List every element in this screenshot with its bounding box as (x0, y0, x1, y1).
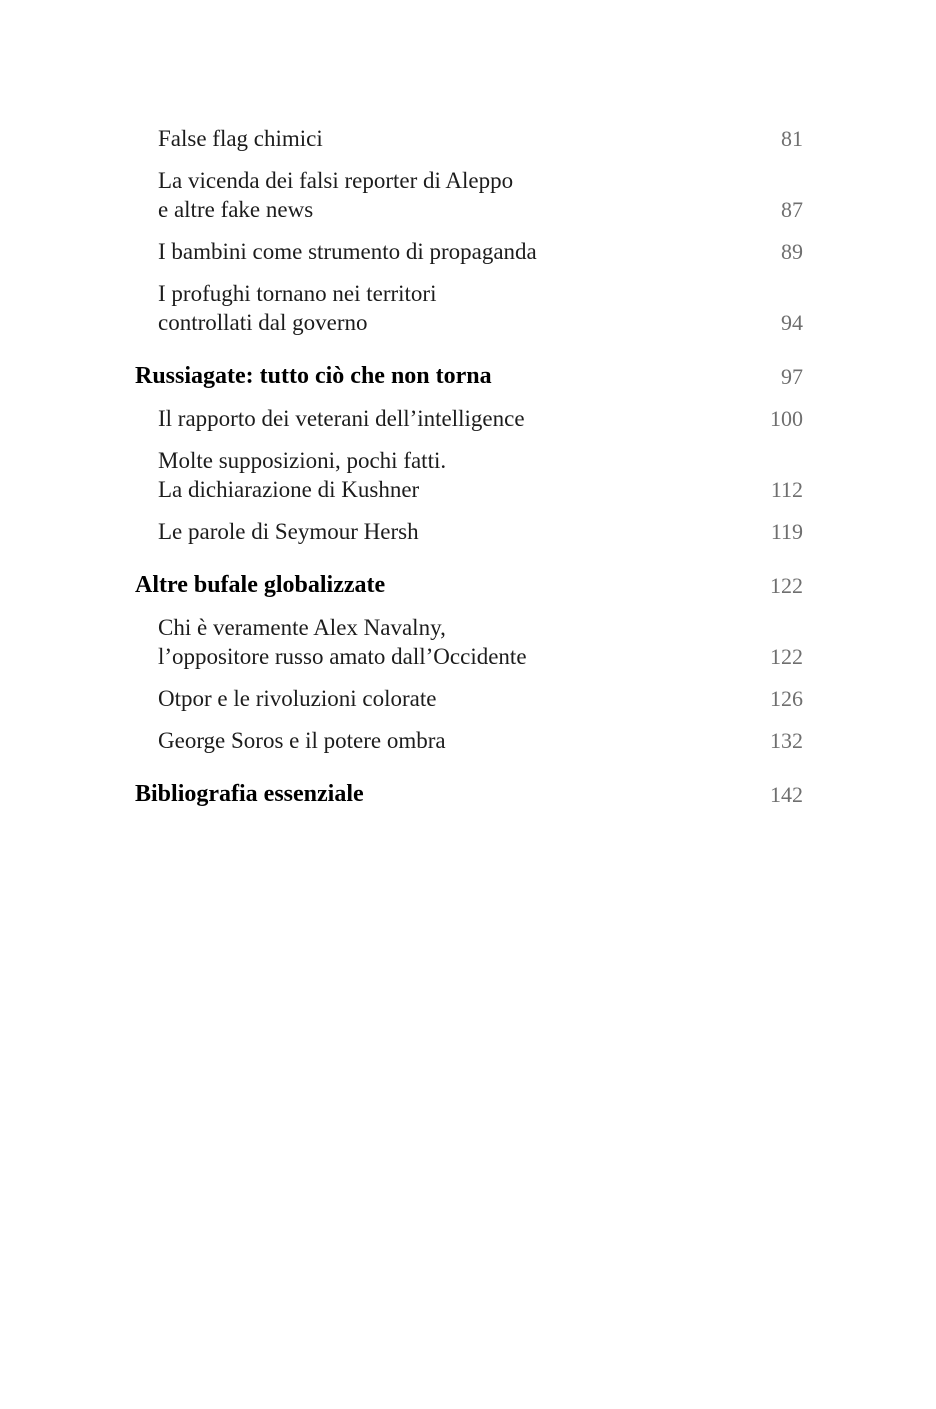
toc-entry (135, 446, 803, 504)
entry-title-line: Il rapporto dei veterani dell’intelligence (158, 406, 525, 431)
entry-title-line: controllati dal governo (158, 310, 368, 335)
entry-title-line: False flag chimici (158, 126, 323, 151)
entry-title-line: I bambini come strumento di propaganda (158, 239, 537, 264)
toc-entry (135, 279, 803, 337)
entry-title-line: I profughi tornano nei territori (158, 281, 437, 306)
entry-title-line: La dichiarazione di Kushner (158, 477, 420, 502)
entry-title (135, 613, 527, 671)
entry-title (135, 517, 419, 546)
entry-title-line: Russiagate: tutto ciò che non torna (135, 363, 492, 389)
entry-title-line: Otpor e le rivoluzioni colorate (158, 686, 437, 711)
entry-title-line: Le parole di Seymour Hersh (158, 519, 419, 544)
entry-title-line: Altre bufale globalizzate (135, 572, 386, 598)
entry-page-number: 87 (781, 197, 803, 222)
entry-title-line: Chi è veramente Alex Navalny, (158, 615, 446, 640)
table-of-contents (135, 124, 803, 822)
entry-title (135, 124, 323, 153)
toc-entry (135, 237, 803, 266)
entry-page-number: 100 (770, 406, 803, 431)
entry-page-number: 89 (781, 239, 803, 264)
chapter-title (135, 362, 492, 391)
toc-entry (135, 613, 803, 671)
entry-title (135, 446, 446, 504)
entry-title (135, 726, 446, 755)
toc-entry (135, 517, 803, 546)
entry-page-number: 112 (770, 477, 803, 502)
entry-title (135, 684, 436, 713)
entry-page-number: 97 (781, 364, 803, 389)
entry-page-number: 122 (770, 573, 803, 598)
entry-title-line: l’oppositore russo amato dall’Occidente (158, 644, 527, 669)
entry-title-line: Molte supposizioni, pochi fatti. (158, 448, 447, 473)
entry-title (135, 404, 525, 433)
toc-entry (135, 684, 803, 713)
toc-chapter-entry (135, 780, 803, 809)
entry-title (135, 279, 436, 337)
toc-entry (135, 726, 803, 755)
entry-page-number: 81 (781, 126, 803, 151)
entry-page-number: 126 (770, 686, 803, 711)
entry-page-number: 94 (781, 310, 803, 335)
entry-title-line: e altre fake news (158, 197, 314, 222)
chapter-title (135, 780, 364, 809)
entry-title (135, 237, 537, 266)
toc-chapter-entry (135, 571, 803, 600)
entry-title (135, 166, 513, 224)
entry-page-number: 119 (770, 519, 803, 544)
toc-entry (135, 124, 803, 153)
toc-entry (135, 404, 803, 433)
entry-page-number: 122 (770, 644, 803, 669)
chapter-title (135, 571, 385, 600)
entry-title-line: Bibliografia essenziale (135, 781, 364, 807)
entry-title-line: George Soros e il potere ombra (158, 728, 446, 753)
entry-title-line: La vicenda dei falsi reporter di Aleppo (158, 168, 514, 193)
toc-entry (135, 166, 803, 224)
entry-page-number: 132 (770, 728, 803, 753)
entry-page-number: 142 (770, 782, 803, 807)
toc-chapter-entry (135, 362, 803, 391)
